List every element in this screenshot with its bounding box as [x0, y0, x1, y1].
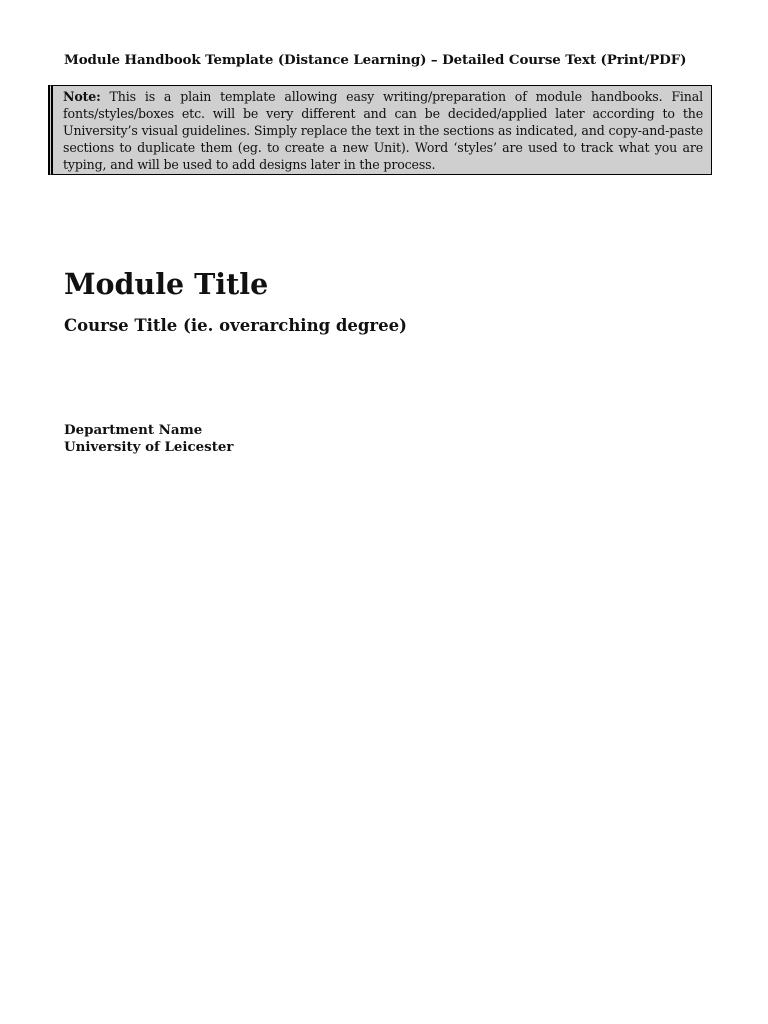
department-block: [64, 422, 233, 456]
note-box: [48, 85, 712, 175]
note-label: Note:: [63, 89, 101, 104]
handbook-header: Module Handbook Template (Distance Learning) – Detailed Course Text (Print/PDF): [64, 52, 687, 68]
note-text: This is a plain template allowing easy writing/preparation of module handbooks. Final fonts/styles/boxes etc. will be very different and can be decided/applied later according to the University’s visual guidelines. Simply replace the text in the sections as indicated, and copy-and-paste sections to duplicate them (eg. to create a new Unit). Word ‘styles’ are used to track what you are typing, and will be used to add designs later in the process.: [63, 89, 703, 172]
department-name: Department Name: [64, 422, 203, 438]
university-name: University of Leicester: [64, 439, 234, 455]
module-title: Module Title: [64, 267, 269, 301]
course-title: Course Title (ie. overarching degree): [64, 316, 407, 335]
